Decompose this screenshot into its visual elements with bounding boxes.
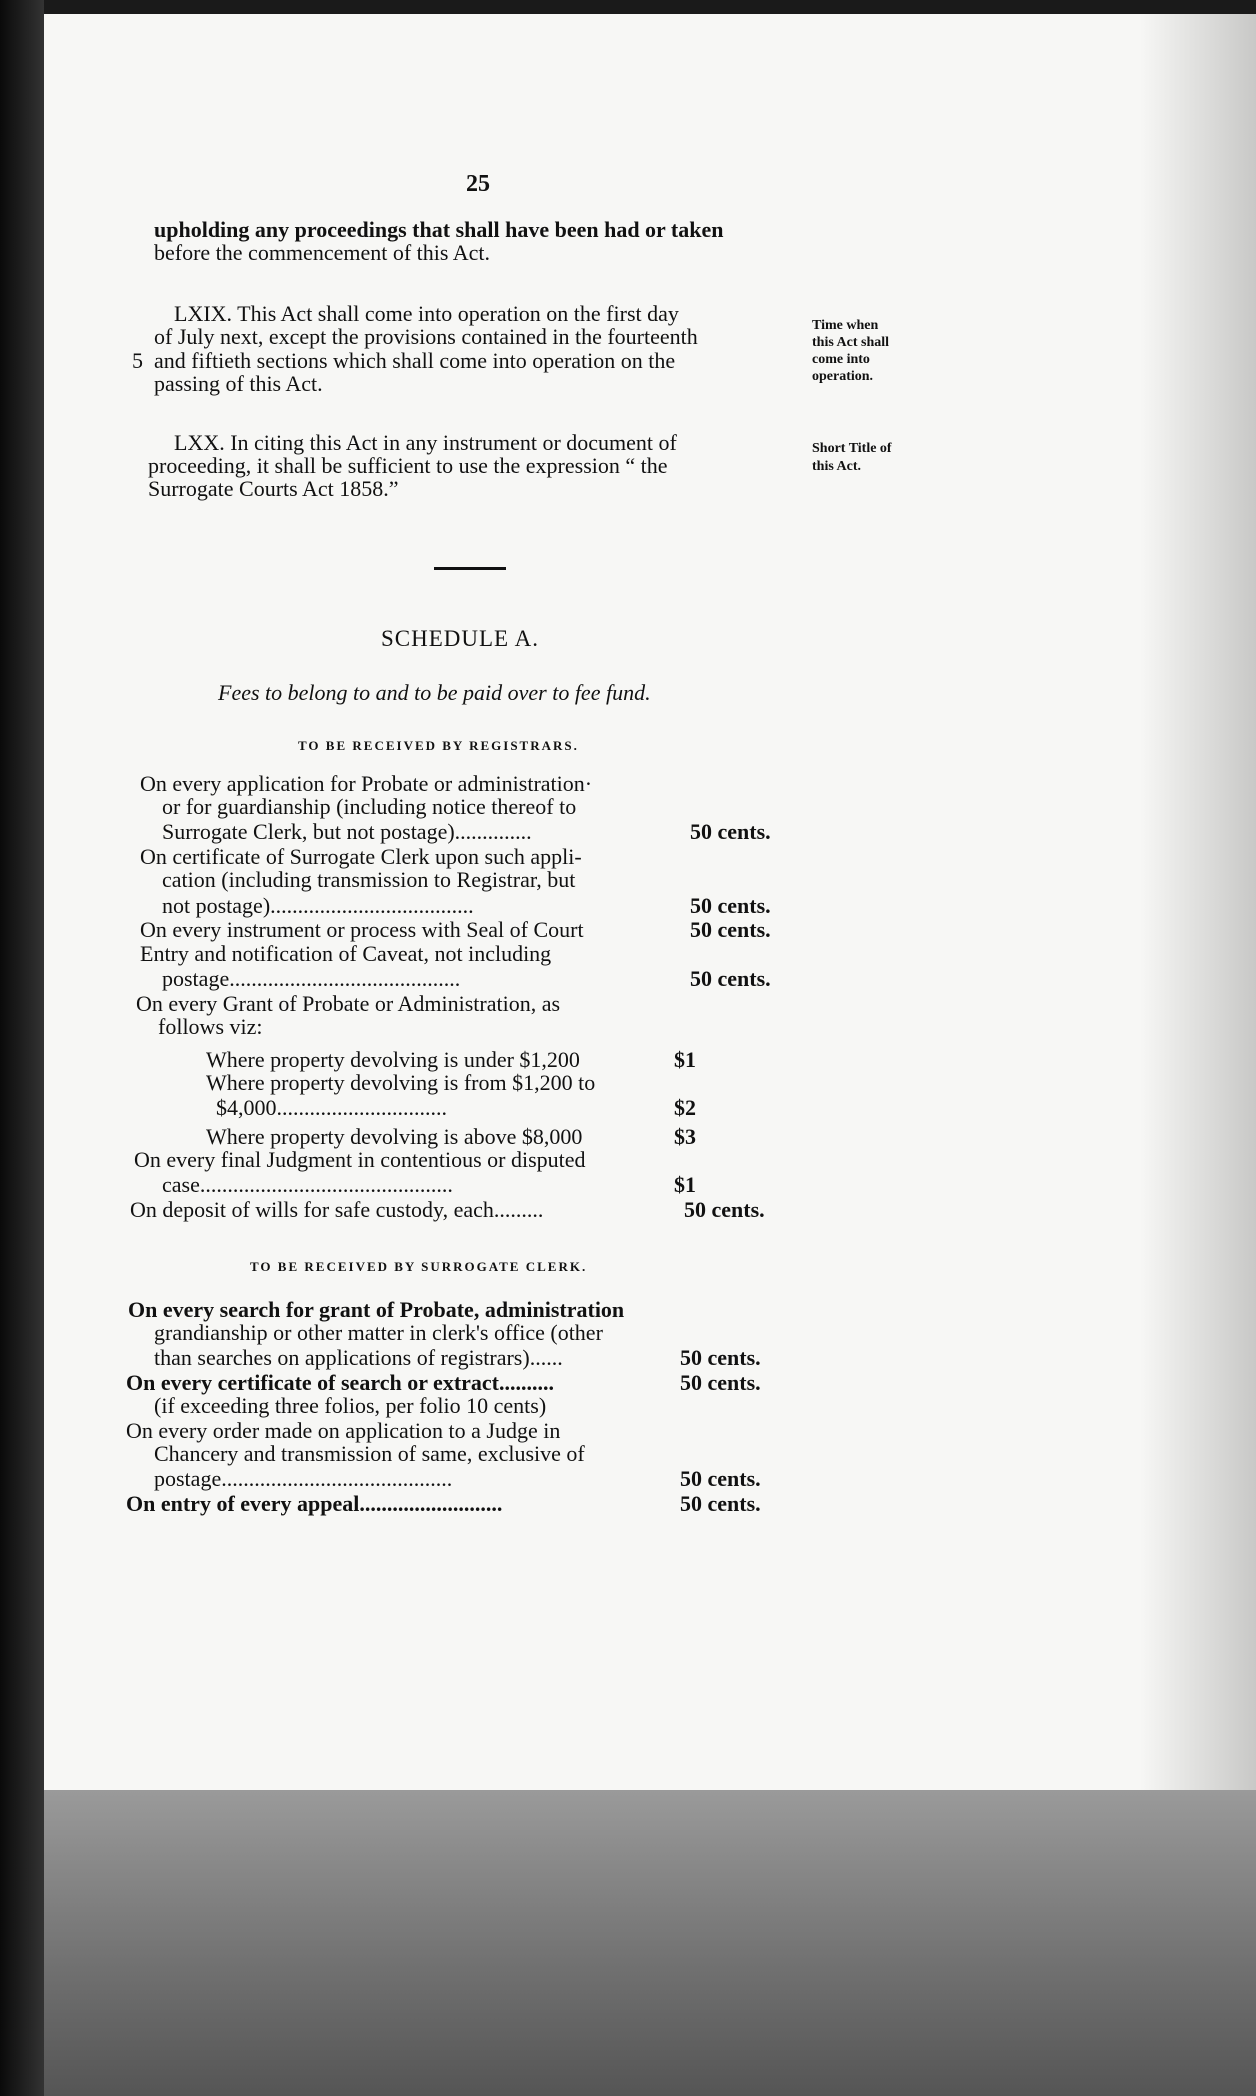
fee-line-text: On every order made on application to a Judge in xyxy=(126,1418,561,1443)
fee-line-text: On every certificate of search or extract.......... xyxy=(126,1370,555,1395)
margin-note-lxix: operation. xyxy=(812,369,874,384)
section-lxix-line: LXIX. This Act shall come into operation on the first day xyxy=(174,301,679,326)
schedule-subtitle: Fees to belong to and to be paid over to fee fund. xyxy=(218,680,651,705)
fee-line-text: On every application for Probate or administration· xyxy=(140,771,593,796)
margin-note-lxix: this Act shall xyxy=(812,335,890,350)
fee-amount: 50 cents. xyxy=(684,1197,765,1222)
fee-amount: $1 xyxy=(674,1047,696,1072)
line-number: 5 xyxy=(132,348,143,373)
section-lxx-line: Surrogate Courts Act 1858.” xyxy=(148,476,399,501)
registrars-heading: TO BE RECEIVED BY REGISTRARS. xyxy=(298,738,579,753)
section-lxx-line: proceeding, it shall be sufficient to use the expression “ the xyxy=(148,453,668,478)
fee-amount: 50 cents. xyxy=(680,1466,761,1491)
fee-line-text: Where property devolving is above $8,000 xyxy=(206,1124,583,1149)
fee-amount: 50 cents. xyxy=(690,819,771,844)
margin-note-lxix: come into xyxy=(812,352,870,367)
fee-line-text: than searches on applications of registrars)...... xyxy=(154,1345,563,1370)
scan-left-edge xyxy=(0,0,44,2096)
fee-line-text: (if exceeding three folios, per folio 10 cents) xyxy=(154,1393,547,1418)
fee-line-text: On every instrument or process with Seal of Court xyxy=(140,917,584,942)
fee-line-text: postage.......................................... xyxy=(162,966,461,991)
section-lxx-line: LXX. In citing this Act in any instrument or document of xyxy=(174,430,677,455)
fee-line-text: or for guardianship (including notice thereof to xyxy=(162,794,577,819)
fee-line-text: On every search for grant of Probate, administration xyxy=(128,1297,625,1322)
margin-note-lxx: this Act. xyxy=(812,459,861,474)
fee-amount: $2 xyxy=(674,1095,696,1120)
fee-amount: 50 cents. xyxy=(680,1370,761,1395)
section-lxix-line: of July next, except the provisions contained in the fourteenth xyxy=(154,324,698,349)
scan-right-shadow xyxy=(1140,14,1256,1804)
fee-line-text: cation (including transmission to Registrar, but xyxy=(162,867,576,892)
fee-line-text: On every Grant of Probate or Administration, as xyxy=(136,991,561,1016)
section-divider xyxy=(434,567,506,570)
fee-line-text: postage.......................................... xyxy=(154,1466,453,1491)
fee-line-text: On deposit of wills for safe custody, each......... xyxy=(130,1197,544,1222)
fee-line-text: Where property devolving is from $1,200 to xyxy=(206,1070,596,1095)
fee-line-text: $4,000............................... xyxy=(216,1095,447,1120)
section-lxix-line: passing of this Act. xyxy=(154,371,323,396)
fee-line-text: On certificate of Surrogate Clerk upon such appli- xyxy=(140,844,582,869)
page-number: 25 xyxy=(466,171,490,197)
fee-line-text: Where property devolving is under $1,200 xyxy=(206,1047,580,1072)
fee-amount: 50 cents. xyxy=(690,966,771,991)
fee-line-text: not postage)..................................... xyxy=(162,893,474,918)
fee-line-text: On entry of every appeal.......................... xyxy=(126,1491,503,1516)
continuation-line: upholding any proceedings that shall have been had or taken xyxy=(154,217,724,242)
fee-line-text: case.............................................. xyxy=(162,1172,453,1197)
margin-note-lxix: Time when xyxy=(812,318,879,333)
fee-amount: 50 cents. xyxy=(690,893,771,918)
fee-amount: $3 xyxy=(674,1124,696,1149)
fee-line-text: Chancery and transmission of same, exclusive of xyxy=(154,1441,585,1466)
fee-amount: 50 cents. xyxy=(690,917,771,942)
continuation-line: before the commencement of this Act. xyxy=(154,240,490,265)
fee-line-text: On every final Judgment in contentious or disputed xyxy=(134,1147,586,1172)
section-lxix-line: and fiftieth sections which shall come into operation on the xyxy=(154,348,676,373)
fee-line-text: Surrogate Clerk, but not postage).............. xyxy=(162,819,532,844)
schedule-title: SCHEDULE A. xyxy=(381,626,539,651)
fee-line-text: follows viz: xyxy=(158,1014,263,1039)
fee-line-text: grandianship or other matter in clerk's office (other xyxy=(154,1320,603,1345)
fee-amount: $1 xyxy=(674,1172,696,1197)
fee-amount: 50 cents. xyxy=(680,1491,761,1516)
clerk-heading: TO BE RECEIVED BY SURROGATE CLERK. xyxy=(250,1259,588,1274)
fee-line-text: Entry and notification of Caveat, not including xyxy=(140,941,552,966)
scan-bottom-shadow xyxy=(44,1790,1256,2096)
margin-note-lxx: Short Title of xyxy=(812,441,892,456)
fee-amount: 50 cents. xyxy=(680,1345,761,1370)
